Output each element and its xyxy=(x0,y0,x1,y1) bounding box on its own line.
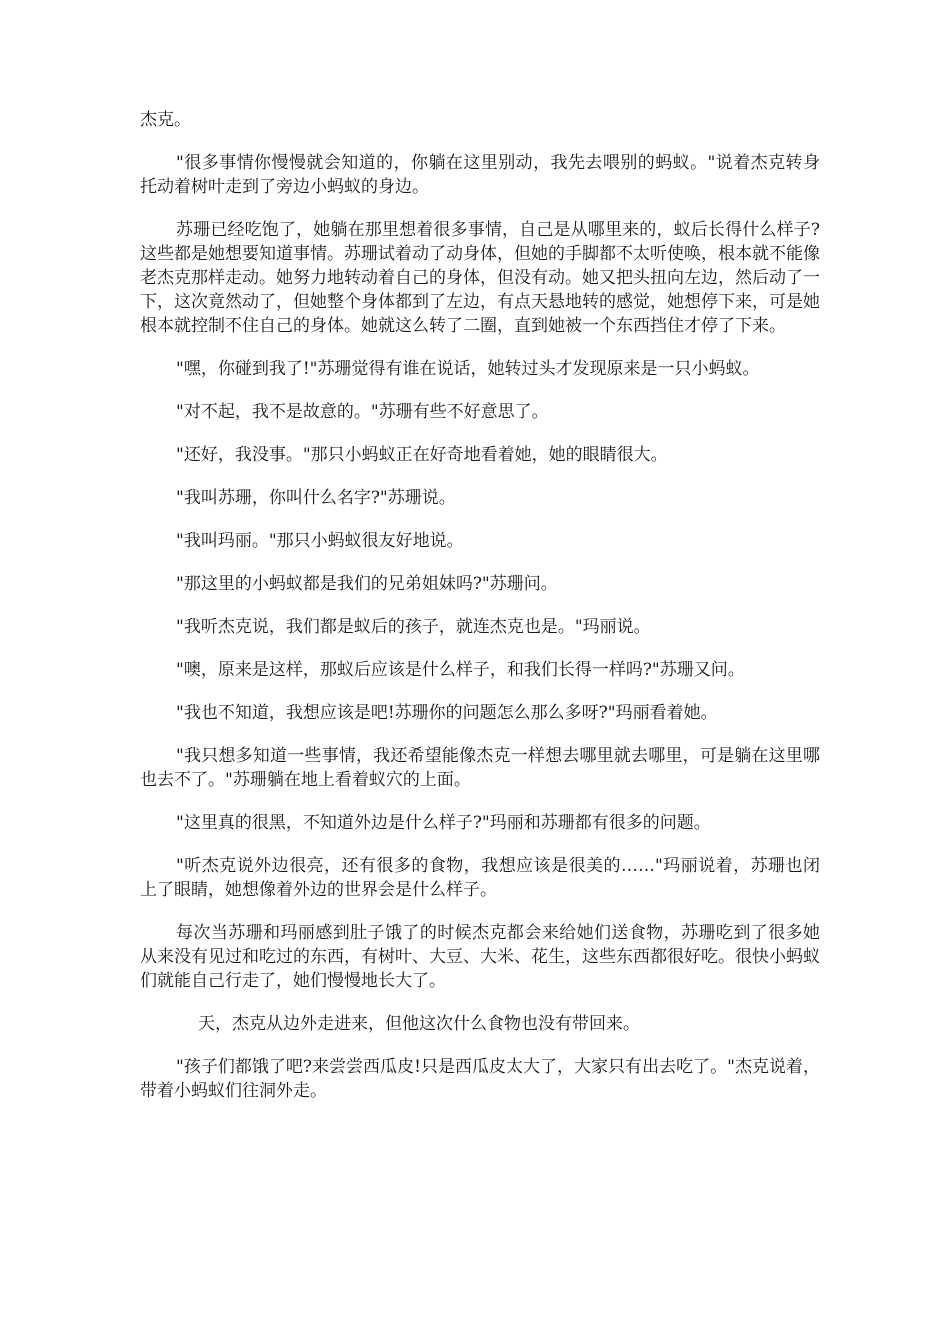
paragraph: "我也不知道，我想应该是吧!苏珊你的问题怎么那么多呀?"玛丽看着她。 xyxy=(176,703,718,723)
paragraph: 苏珊已经吃饱了，她躺在那里想着很多事情，自己是从哪里来的，蚁后长得什么样子?这些都是她想要知道事情。苏珊试着动了动身体，但她的手脚都不太听使唤，根本就不能像老杰克那样走动。她努力地转动着自己的身体，但没有动。她又把头扭向左边，然后动了一下，这次竟然动了，但她整个身体都到了左边，有点天悬地转的感觉，她想停下来，可是她根本就控制不住自己的身体。她就这么转了二圈，直到她被一个东西挡住才停了下来。 xyxy=(140,220,820,336)
paragraph: 天，杰克从边外走进来，但他这次什么食物也没有带回来。 xyxy=(198,1014,640,1034)
paragraph: 杰克。 xyxy=(140,110,191,130)
paragraph: "我叫苏珊，你叫什么名字?"苏珊说。 xyxy=(176,488,456,508)
paragraph: "还好，我没事。"那只小蚂蚁正在好奇地看着她，她的眼睛很大。 xyxy=(176,445,668,465)
paragraph: "噢，原来是这样，那蚁后应该是什么样子，和我们长得一样吗?"苏珊又问。 xyxy=(176,660,745,680)
paragraph: "我只想多知道一些事情，我还希望能像杰克一样想去哪里就去哪里，可是躺在这里哪也去不了。"苏珊躺在地上看着蚁穴的上面。 xyxy=(140,746,820,790)
paragraph: "听杰克说外边很亮，还有很多的食物，我想应该是很美的……"玛丽说着，苏珊也闭上了眼睛，她想像着外边的世界会是什么样子。 xyxy=(140,856,820,900)
paragraph: "我听杰克说，我们都是蚁后的孩子，就连杰克也是。"玛丽说。 xyxy=(176,617,651,637)
paragraph: "对不起，我不是故意的。"苏珊有些不好意思了。 xyxy=(176,402,549,422)
paragraph: "嘿，你碰到我了!"苏珊觉得有谁在说话，她转过头才发现原来是一只小蚂蚁。 xyxy=(176,359,760,379)
paragraph: "很多事情你慢慢就会知道的，你躺在这里别动，我先去喂别的蚂蚁。"说着杰克转身托动着树叶走到了旁边小蚂蚁的身边。 xyxy=(140,153,820,197)
paragraph: "这里真的很黑，不知道外边是什么样子?"玛丽和苏珊都有很多的问题。 xyxy=(176,813,711,833)
paragraph: "那这里的小蚂蚁都是我们的兄弟姐妹吗?"苏珊问。 xyxy=(176,574,558,594)
paragraph: 每次当苏珊和玛丽感到肚子饿了的时候杰克都会来给她们送食物，苏珊吃到了很多她从来没有见过和吃过的东西，有树叶、大豆、大米、花生，这些东西都很好吃。很快小蚂蚁们就能自己行走了，她们慢慢地长大了。 xyxy=(140,923,820,991)
document-body xyxy=(140,108,820,1122)
paragraph: "我叫玛丽。"那只小蚂蚁很友好地说。 xyxy=(176,531,464,551)
paragraph: "孩子们都饿了吧?来尝尝西瓜皮!只是西瓜皮太大了，大家只有出去吃了。"杰克说着，带着小蚂蚁们往洞外走。 xyxy=(140,1057,820,1101)
